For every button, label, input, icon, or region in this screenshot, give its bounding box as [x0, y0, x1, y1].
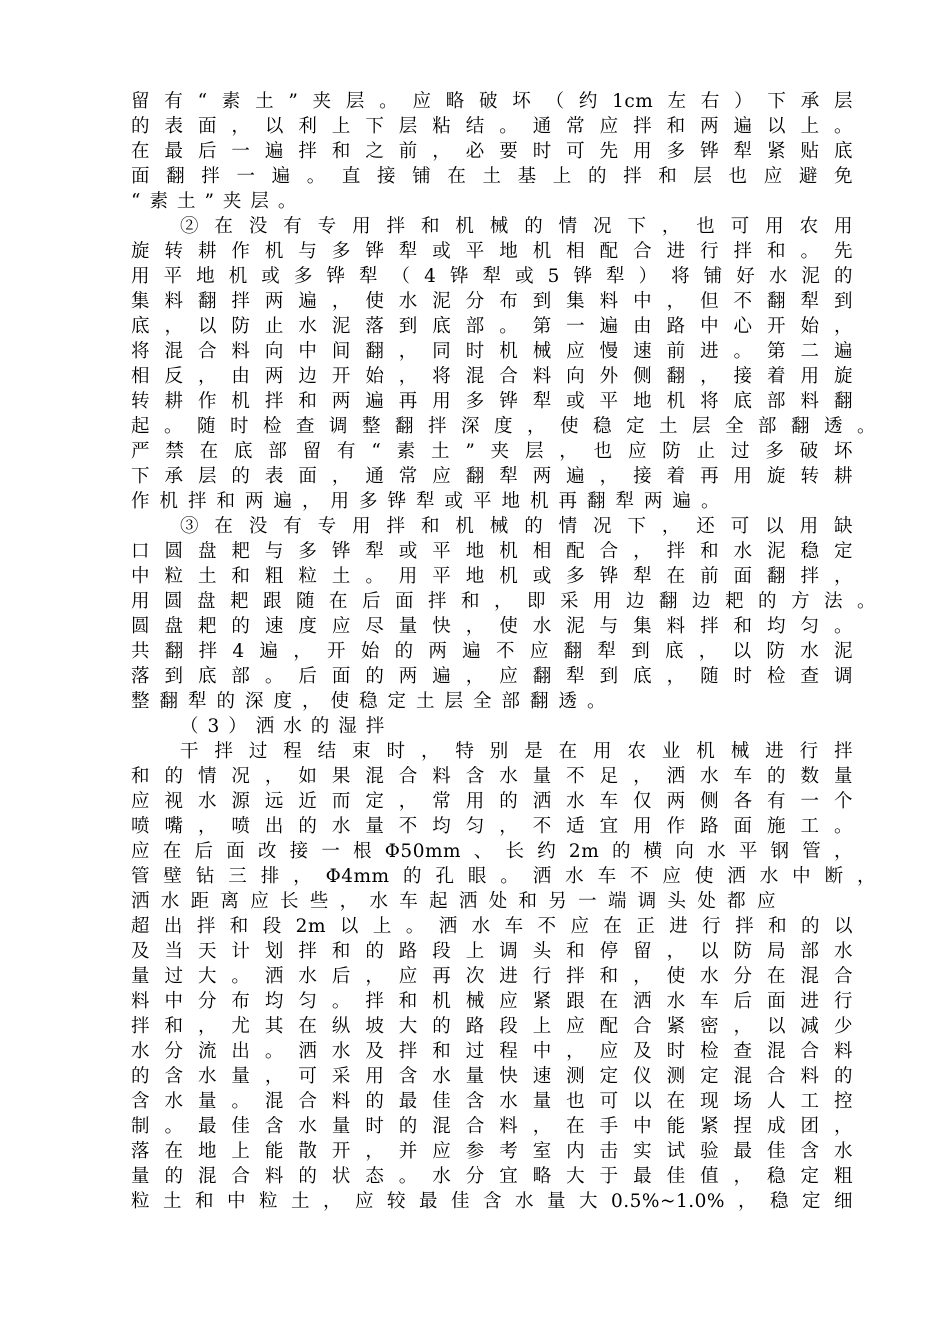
text-line: 下承层的表面，通常应翻犁两遍，接着再用旋转耕: [131, 466, 853, 487]
text-line: 粒土和中粒土，应较最佳含水量大0.5%~1.0%，稳定细: [131, 1191, 853, 1212]
text-line: ③在没有专用拌和机械的情况下，还可以用缺: [180, 516, 853, 537]
text-line: 用圆盘耙跟随在后面拌和，即采用边翻边耙的方法。: [131, 591, 876, 612]
text-line: 底，以防止水泥落到底部。第一遍由路中心开始，: [131, 316, 853, 337]
text-line: 的表面，以利上下层粘结。通常应拌和两遍以上。: [131, 116, 853, 137]
text-line: 将混合料向中间翻，同时机械应慢速前进。第二遍: [131, 341, 853, 362]
text-line: 应视水源远近而定，常用的洒水车仅两侧各有一个: [131, 791, 853, 812]
text-line: 落到底部。后面的两遍，应翻犁到底，随时检查调: [131, 666, 853, 687]
text-line: 中粒土和粗粒土。用平地机或多铧犁在前面翻拌，: [131, 566, 853, 587]
text-line: 圆盘耙的速度应尽量快，使水泥与集料拌和均匀。: [131, 616, 853, 637]
text-line: 起。随时检查调整翻拌深度，使稳定土层全部翻透。: [131, 416, 876, 437]
text-line: 整翻犁的深度，使稳定土层全部翻透。: [131, 691, 616, 712]
text-line: 共翻拌4遍，开始的两遍不应翻犁到底，以防水泥: [131, 641, 853, 662]
text-line: 在最后一遍拌和之前，必要时可先用多铧犁紧贴底: [131, 141, 853, 162]
text-line: ②在没有专用拌和机械的情况下，也可用农用: [180, 216, 853, 237]
text-line: 量的混合料的状态。水分宜略大于最佳值，稳定粗: [131, 1166, 853, 1187]
text-line: 洒水距离应长些，水车起洒处和另一端调头处都应: [131, 891, 776, 912]
text-line: 用平地机或多铧犁（4铧犁或5铧犁）将铺好水泥的: [131, 266, 853, 287]
text-line: 作机拌和两遍，用多铧犁或平地机再翻犁两遍。: [131, 491, 730, 512]
text-line: 管壁钻三排，Φ4mm的孔眼。洒水车不应使洒水中断，: [131, 866, 876, 887]
text-line: 拌和，尤其在纵坡大的路段上应配合紧密，以减少: [131, 1016, 853, 1037]
text-line: 面翻拌一遍。直接铺在土基上的拌和层也应避免: [131, 166, 853, 187]
text-line: 含水量。混合料的最佳含水量也可以在现场人工控: [131, 1091, 853, 1112]
text-line: 应在后面改接一根Φ50mm、长约2m的横向水平钢管，: [131, 841, 853, 862]
text-line: 落在地上能散开，并应参考室内击实试验最佳含水: [131, 1141, 853, 1162]
text-line: 干拌过程结束时，特别是在用农业机械进行拌: [180, 741, 853, 762]
text-line: 相反，由两边开始，将混合料向外侧翻，接着用旋: [131, 366, 853, 387]
text-line: 严禁在底部留有“素土”夹层，也应防止过多破坏: [131, 441, 853, 462]
text-line: 的含水量，可采用含水量快速测定仪测定混合料的: [131, 1066, 853, 1087]
text-line: 超出拌和段2m以上。洒水车不应在正进行拌和的以: [131, 916, 853, 937]
text-line: 口圆盘耙与多铧犁或平地机相配合，拌和水泥稳定: [131, 541, 853, 562]
text-line: 喷嘴，喷出的水量不均匀，不适宜用作路面施工。: [131, 816, 853, 837]
text-line: “素土”夹层。: [131, 191, 306, 212]
section-heading: （3）洒水的湿拌: [180, 716, 394, 737]
text-line: 水分流出。洒水及拌和过程中，应及时检查混合料: [131, 1041, 853, 1062]
text-line: 转耕作机拌和两遍再用多铧犁或平地机将底部料翻: [131, 391, 853, 412]
text-line: 和的情况，如果混合料含水量不足，洒水车的数量: [131, 766, 853, 787]
text-line: 旋转耕作机与多铧犁或平地机相配合进行拌和。先: [131, 241, 853, 262]
text-line: 及当天计划拌和的路段上调头和停留，以防局部水: [131, 941, 853, 962]
text-line: 留有“素土”夹层。应略破坏（约1cm左右）下承层: [131, 91, 853, 112]
text-line: 集料翻拌两遍，使水泥分布到集料中，但不翻犁到: [131, 291, 853, 312]
text-line: 料中分布均匀。拌和机械应紧跟在洒水车后面进行: [131, 991, 853, 1012]
text-line: 量过大。洒水后，应再次进行拌和，使水分在混合: [131, 966, 853, 987]
text-line: 制。最佳含水量时的混合料，在手中能紧捏成团，: [131, 1116, 853, 1137]
